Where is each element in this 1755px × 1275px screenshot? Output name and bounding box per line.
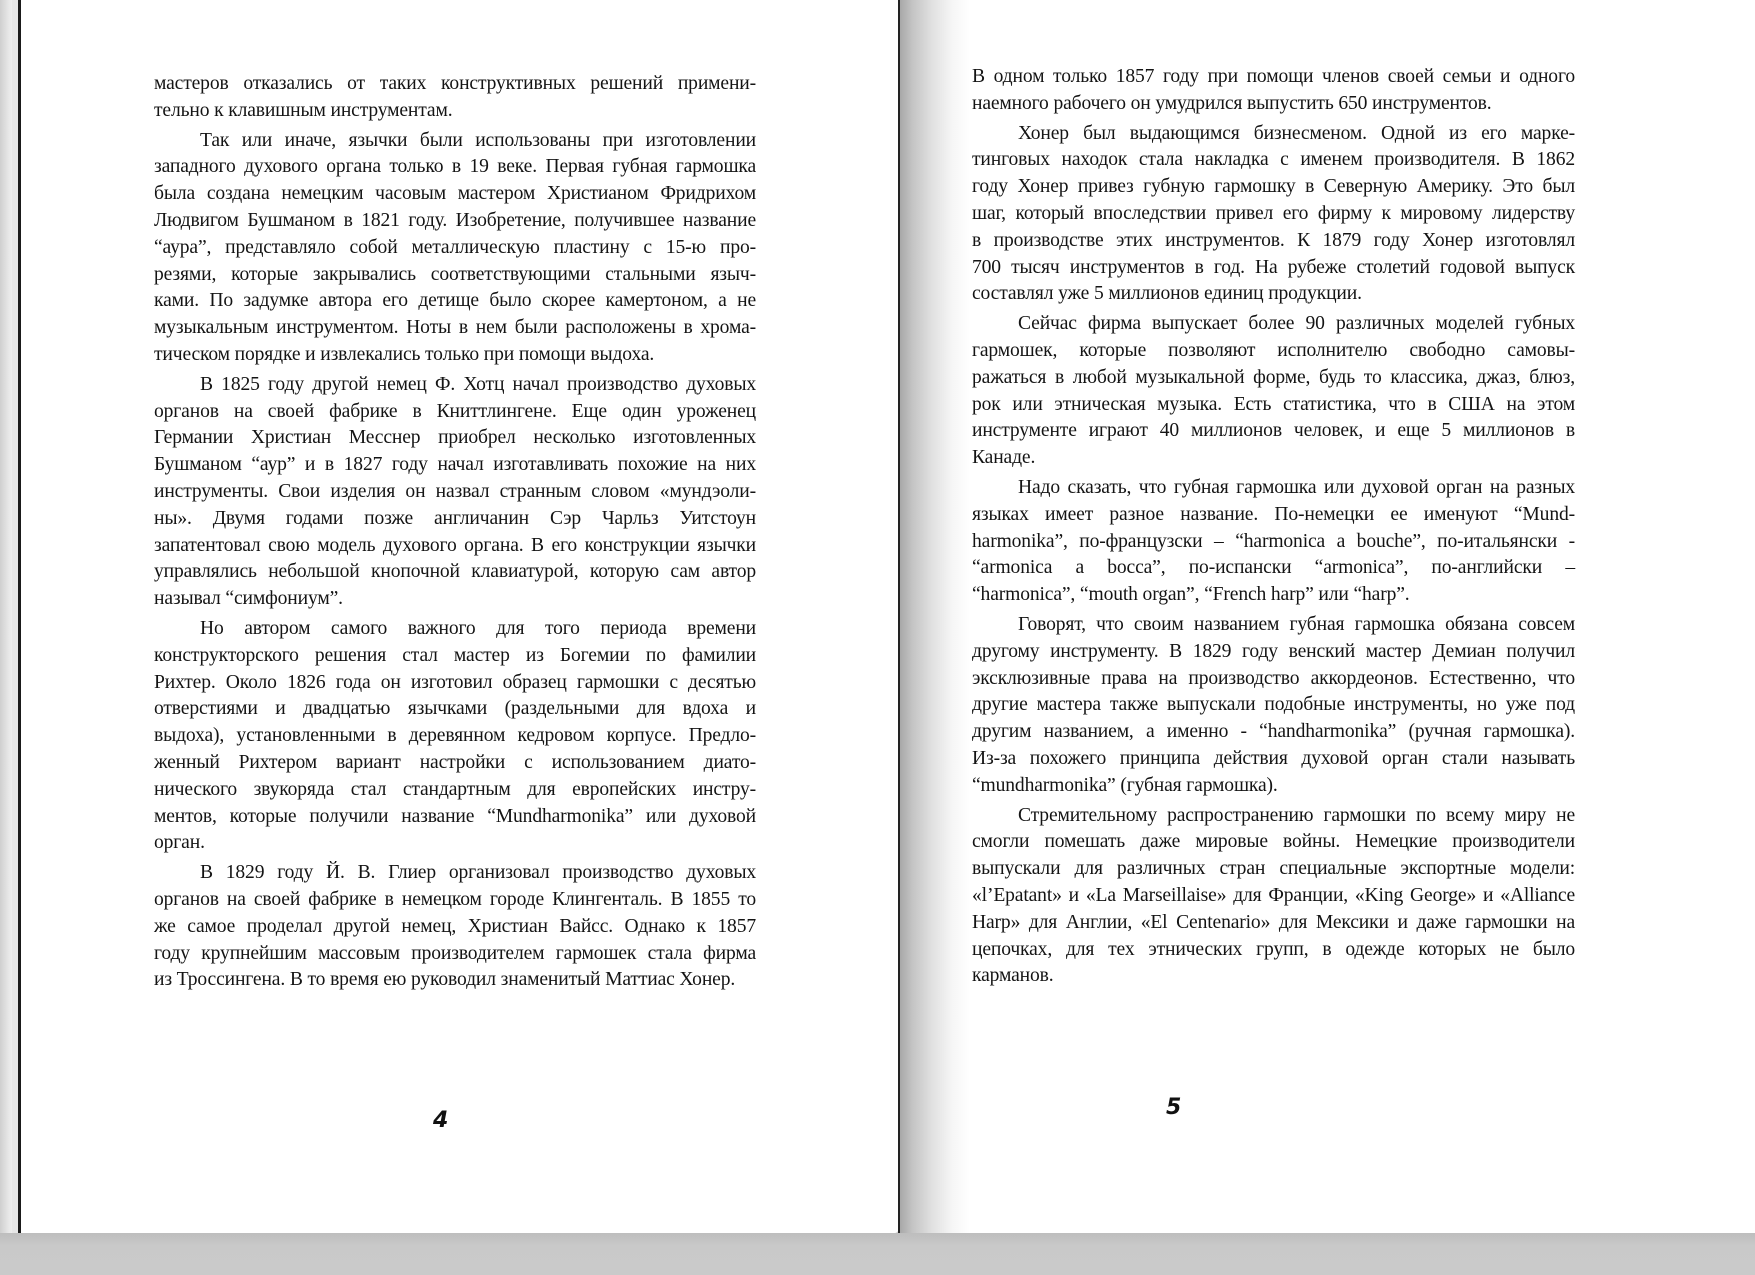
text-line: музыкальным инструментом. Ноты в нем были расположены в хрома- bbox=[154, 317, 756, 339]
text-line: конструкторского решения стал мастер из Богемии по фамилии bbox=[154, 644, 756, 666]
text-line: “harmonica”, “mouth organ”, “French harp” или “harp”. bbox=[972, 584, 1410, 606]
text-line: инструменты. Свои изделия он назвал странным словом «мундэоли- bbox=[154, 480, 756, 502]
text-line: «l’Epatant» и «La Marseillaise» для Франции, «King George» и «Alliance bbox=[972, 884, 1575, 906]
text-line: из Троссингена. В то время ею руководил знаменитый Маттиас Хонер. bbox=[154, 969, 736, 991]
text-line: “аура”, представляло собой металлическую пластину с 15-ю про- bbox=[154, 236, 756, 258]
text-line: году крупнейшим массовым производителем гармошек стала фирма bbox=[154, 942, 756, 964]
text-line: ражаться в любой музыкальной форме, будь то классика, джаз, блюз, bbox=[972, 366, 1575, 388]
left-page-body bbox=[154, 71, 756, 997]
text-line: инструменте играют 40 миллионов человек, и еще 5 миллионов в bbox=[972, 420, 1575, 442]
scanner-bed-edge bbox=[0, 1233, 1755, 1275]
left-page bbox=[18, 0, 901, 1234]
text-line: другим названием, а именно - “handharmonika” (ручная гармошка). bbox=[972, 721, 1575, 743]
text-line: же самое проделал другой немец, Христиан Вайсс. Однако к 1857 bbox=[154, 915, 756, 937]
paragraph bbox=[972, 803, 1575, 991]
text-line: Хонер был выдающимся бизнесменом. Одной из его марке- bbox=[1018, 122, 1575, 144]
text-line: Сейчас фирма выпускает более 90 различных моделей губных bbox=[1018, 313, 1575, 335]
text-line: называл “симфониум”. bbox=[154, 588, 343, 610]
text-line: смогли помешать даже мировые войны. Немецкие производители bbox=[972, 831, 1575, 853]
paragraph bbox=[154, 860, 756, 994]
text-line: резями, которые закрывались соответствующими стальными языч- bbox=[154, 263, 756, 285]
text-line: ками. По задумке автора его детище было скорее камертоном, а не bbox=[154, 290, 756, 312]
page-number-right: 5 bbox=[1166, 1095, 1182, 1120]
text-line: В 1825 году другой немец Ф. Хотц начал производство духовых bbox=[200, 373, 756, 395]
text-line: 700 тысяч инструментов в год. На рубеже столетий годовой выпуск bbox=[972, 256, 1575, 278]
paragraph bbox=[154, 71, 756, 125]
text-line: была создана немецким часовым мастером Христианом Фридрихом bbox=[154, 183, 756, 205]
text-line: западного духового органа только в 19 веке. Первая губная гармошка bbox=[154, 156, 756, 178]
text-line: орган. bbox=[154, 832, 205, 854]
text-line: тельно к клавишным инструментам. bbox=[154, 99, 453, 121]
text-line: запатентовал свою модель духового органа. В его конструкции язычки bbox=[154, 534, 756, 556]
text-line: Надо сказать, что губная гармошка или духовой орган на разных bbox=[1018, 476, 1575, 498]
text-line: Но автором самого важного для того периода времени bbox=[200, 617, 756, 639]
text-line: Канаде. bbox=[972, 447, 1036, 469]
text-line: эксклюзивные права на производство аккордеонов. Естественно, что bbox=[972, 667, 1575, 689]
text-line: Стремительному распространению гармошки по всему миру не bbox=[1018, 804, 1575, 826]
text-line: Бушманом “аур” и в 1827 году начал изготавливать похожие на них bbox=[154, 454, 756, 476]
text-line: в производстве этих инструментов. К 1879 году Хонер изготовлял bbox=[972, 229, 1575, 251]
text-line: “armonica a bocca”, по-испански “armonica”, по-английски – bbox=[972, 557, 1575, 579]
text-line: тическом порядке и извлекались только при помощи выдоха. bbox=[154, 343, 655, 365]
text-line: ны». Двумя годами позже англичанин Сэр Чарльз Уитстоун bbox=[154, 507, 756, 529]
text-line: другие мастера также выпускали подобные инструменты, но уже под bbox=[972, 694, 1575, 716]
text-line: мастеров отказались от таких конструктивных решений примени- bbox=[154, 73, 756, 94]
gutter-shadow bbox=[900, 0, 970, 1236]
text-line: женный Рихтером вариант настройки с использованием диато- bbox=[154, 751, 756, 773]
right-page bbox=[898, 0, 1755, 1236]
text-line: ментов, которые получили название “Mundharmonika” или духовой bbox=[154, 805, 756, 827]
text-line: выдоха), установленными в деревянном кедровом корпусе. Предло- bbox=[154, 725, 756, 747]
page-number-left: 4 bbox=[433, 1108, 449, 1133]
text-line: цепочках, для тех этнических групп, в одежде которых не было bbox=[972, 938, 1575, 960]
right-page-body bbox=[972, 64, 1575, 993]
text-line: отверстиями и двадцатью язычками (раздельными для вдоха и bbox=[154, 698, 756, 720]
text-line: Говорят, что своим названием губная гармошка обязана совсем bbox=[1018, 613, 1575, 635]
paragraph bbox=[972, 475, 1575, 609]
text-line: органов на своей фабрике в Книттлингене. Еще один уроженец bbox=[154, 400, 756, 422]
text-line: Людвигом Бушманом в 1821 году. Изобретение, получившее название bbox=[154, 209, 756, 231]
paragraph bbox=[972, 311, 1575, 472]
paragraph bbox=[972, 121, 1575, 309]
text-line: Из-за похожего принципа действия духовой орган стали называть bbox=[972, 747, 1575, 769]
text-line: Так или иначе, язычки были использованы при изготовлении bbox=[200, 129, 756, 151]
text-line: Рихтер. Около 1826 года он изготовил образец гармошки с десятью bbox=[154, 671, 756, 693]
text-line: управлялись небольшой кнопочной клавиатурой, которую сам автор bbox=[154, 561, 756, 583]
text-line: рок или этническая музыка. Есть статистика, что в США на этом bbox=[972, 393, 1575, 415]
text-line: Германии Христиан Месснер приобрел несколько изготовленных bbox=[154, 427, 756, 449]
paragraph bbox=[972, 64, 1575, 118]
page-edge-left bbox=[0, 0, 15, 1240]
text-line: другому инструменту. В 1829 году венский мастер Демиан получил bbox=[972, 640, 1575, 662]
paragraph bbox=[154, 372, 756, 613]
text-line: органов на своей фабрике в немецком городе Клингенталь. В 1855 то bbox=[154, 888, 756, 910]
paragraph bbox=[154, 616, 756, 857]
text-line: гармошек, которые позволяют исполнителю свободно самовы- bbox=[972, 339, 1575, 361]
text-line: В одном только 1857 году при помощи членов своей семьи и одного bbox=[972, 66, 1575, 87]
text-line: В 1829 году Й. В. Глиер организовал производство духовых bbox=[200, 862, 756, 884]
text-line: наемного рабочего он умудрился выпустить 650 инструментов. bbox=[972, 92, 1492, 114]
text-line: нического звукоряда стал стандартным для европейских инстру- bbox=[154, 778, 756, 800]
paragraph bbox=[154, 128, 756, 369]
text-line: harmonika”, по-французски – “harmonica a bouche”, по-итальянски - bbox=[972, 530, 1575, 552]
text-line: карманов. bbox=[972, 965, 1054, 987]
text-line: тинговых находок стала накладка с именем производителя. В 1862 bbox=[972, 149, 1575, 171]
text-line: шаг, который впоследствии привел его фирму к мировому лидерству bbox=[972, 202, 1575, 224]
text-line: выпускали для различных стран специальные экспортные модели: bbox=[972, 858, 1575, 880]
text-line: составлял уже 5 миллионов единиц продукции. bbox=[972, 283, 1362, 305]
text-line: Harp» для Англии, «El Centenario» для Мексики и даже гармошки на bbox=[972, 911, 1575, 933]
paragraph bbox=[972, 612, 1575, 800]
text-line: “mundharmonika” (губная гармошка). bbox=[972, 774, 1278, 796]
text-line: языках имеет разное название. По-немецки ее именуют “Mund- bbox=[972, 503, 1575, 525]
text-line: году Хонер привез губную гармошку в Северную Америку. Это был bbox=[972, 176, 1575, 198]
